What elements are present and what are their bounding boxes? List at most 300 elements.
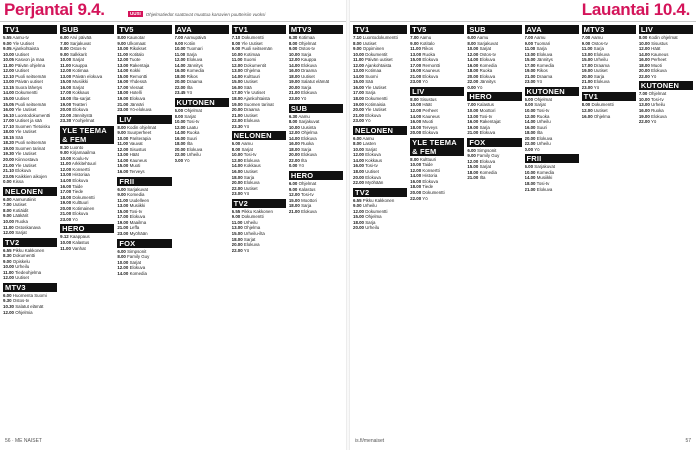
programme-time: 16.00 — [638, 57, 650, 63]
programme-title: Yle Uutiset — [15, 162, 37, 168]
programme-time: 23.00 — [231, 191, 243, 197]
programme-time: 18.00 — [524, 130, 536, 136]
programme-title: Draama — [301, 68, 317, 74]
programme-time: 14.00 — [467, 57, 479, 63]
programme-time: 20.00 — [231, 180, 243, 186]
programme-time: 15.00 — [60, 79, 72, 85]
programme-time: 14.00 — [288, 62, 300, 68]
programme-title: Päivän elokuva — [72, 73, 103, 79]
left-columns — [0, 25, 346, 427]
programme-time: 23.05 — [3, 173, 14, 179]
programme-time: 16.00 — [638, 108, 650, 114]
programme-title: Uutiset — [593, 68, 608, 74]
programme-title: Moottori — [301, 197, 317, 203]
programme-row — [410, 130, 464, 136]
programme-time: 19.00 — [60, 101, 72, 107]
programme-title: Rikokset — [129, 46, 147, 52]
programme-time: 18.00 — [353, 96, 364, 102]
channel-block — [353, 188, 407, 231]
programme-title: Päivän ohjelma — [14, 62, 46, 68]
programme-title: Sarjat — [241, 146, 253, 152]
programme-title: Yö — [186, 90, 193, 96]
programme-title: Dokumentti — [12, 253, 35, 259]
programme-title: Uutiset — [15, 51, 29, 57]
programme-title: Puoli seitsemän — [15, 101, 47, 107]
programme-title: Rakentajat — [479, 119, 501, 125]
right-footer — [350, 432, 696, 450]
programme-title: Elokuva — [536, 135, 553, 141]
programme-time: 18.00 — [288, 203, 300, 209]
programme-time: 22.00 — [231, 118, 243, 124]
listing-column — [353, 25, 407, 427]
programme-time: 11.00 — [117, 141, 129, 147]
programme-title: Ruoka — [301, 141, 314, 147]
programme-time: 14.00 — [638, 51, 650, 57]
programme-title: Dokumentit — [365, 51, 388, 57]
programme-time: 14.00 — [231, 163, 243, 169]
programme-title: Sarjakuvat — [127, 186, 148, 192]
programme-title: Suomen Tietoisku — [15, 123, 51, 129]
programme-time: 18.00 — [467, 169, 479, 175]
programme-title: Komedia — [186, 68, 205, 74]
programme-time: 9.00 — [60, 150, 69, 156]
programme-time: 15.00 — [288, 197, 300, 203]
programme-row — [467, 85, 521, 91]
programme-title: Sarja — [186, 51, 197, 57]
programme-row — [60, 246, 114, 252]
channel-name: LIV — [639, 25, 693, 34]
programme-time: 10.00 — [410, 162, 422, 168]
programme-title: Sarjat — [15, 230, 27, 236]
programme-title: Elokuva — [243, 180, 260, 186]
programme-title: Yö — [243, 247, 250, 253]
programme-time: 21.00 — [60, 211, 72, 217]
programme-title: Perheet — [651, 57, 667, 63]
programme-title: Aamu — [534, 35, 546, 40]
programme-time: 0.00 — [174, 157, 184, 163]
programme-time: 8.00 — [353, 40, 362, 46]
listing-column — [175, 25, 229, 427]
programme-title: Aamu — [241, 141, 253, 147]
programme-time: 18.00 — [353, 169, 364, 175]
programme-time: 22.00 — [174, 84, 186, 90]
programme-title: Yö-elokuva — [129, 107, 152, 113]
programme-time: 23.00 — [288, 96, 300, 102]
channel-name: TV1 — [353, 25, 407, 34]
programme-title: Kauneus — [651, 51, 669, 57]
programme-time: 14.00 — [524, 119, 536, 125]
page-label: is.fi/menaiset — [355, 438, 385, 444]
programme-title: Kissa — [12, 179, 24, 185]
programme-time: 14.00 — [117, 270, 129, 276]
programme-time: 21.00 — [467, 130, 479, 136]
programme-title: Ulkomaat — [127, 40, 146, 46]
programme-row — [467, 175, 521, 181]
programme-title: Ilta — [479, 175, 486, 181]
programme-title: Ruoka — [479, 68, 493, 74]
programme-title: Puoli seitsemän — [15, 140, 47, 146]
programme-title: Suomi — [365, 73, 378, 79]
channel-block — [117, 239, 171, 277]
programme-time: 7.00 — [467, 102, 476, 108]
programme-time: 18.00 — [638, 62, 650, 68]
programme-title: Kokkaus — [365, 157, 383, 163]
programme-time: 10.00 — [467, 46, 479, 52]
programme-title: Kodin ohjelmat — [127, 124, 157, 130]
programme-time: 21.00 — [117, 101, 129, 107]
listing-column — [60, 25, 114, 427]
programme-time: 10.00 — [117, 259, 129, 265]
programme-time: 9.00 — [3, 213, 12, 219]
programme-title: Elokuva — [651, 113, 667, 119]
programme-time: 20.00 — [410, 130, 422, 136]
left-footer — [0, 432, 346, 450]
programme-title: Elokuva — [422, 178, 439, 184]
programme-time: 17.00 — [231, 90, 243, 96]
programme-title: Jännitys — [186, 62, 203, 68]
channel-block — [353, 126, 407, 186]
programme-time: 12.00 — [3, 68, 14, 74]
programme-title: Elokuva — [422, 130, 439, 136]
programme-title: Uutiset — [301, 73, 315, 79]
programme-time: 18.00 — [174, 141, 186, 147]
programme-time: 16.00 — [3, 107, 14, 113]
programme-time: 18.00 — [60, 96, 72, 102]
programme-title: Uutiset — [15, 275, 29, 281]
programme-time: 7.00 — [524, 35, 534, 40]
programme-time: 10.00 — [353, 51, 364, 57]
programme-title: Sää — [243, 84, 252, 90]
programme-time: 15.00 — [231, 230, 243, 236]
programme-title: Urheilu — [536, 119, 551, 125]
programme-title: Dokumentti — [422, 190, 445, 196]
programme-title: Uutiset — [15, 96, 29, 102]
programme-title: Yle Uutiset — [365, 107, 387, 113]
programme-title: Ohjelmat — [298, 40, 317, 46]
channel-name: AVA — [175, 25, 229, 34]
programme-time: 13.00 — [117, 203, 129, 209]
programme-time: 14.00 — [353, 73, 364, 79]
programme-time: 7.10 — [353, 35, 362, 40]
programme-time: 20.00 — [60, 107, 72, 113]
programme-title: Arvi päivää — [69, 35, 92, 40]
programme-row — [582, 85, 636, 91]
programme-time: 13.15 — [3, 84, 14, 90]
programme-time: 8.30 — [3, 253, 12, 259]
programme-title: Elokuva — [651, 68, 667, 74]
programme-title: Draama — [593, 62, 610, 68]
left-page-header — [0, 0, 346, 22]
programme-time: 20.00 — [288, 152, 300, 158]
programme-title: Historia — [422, 173, 438, 179]
programme-title: Ajankohtaista — [243, 96, 271, 102]
programme-time: 14.00 — [174, 62, 186, 68]
programme-title: Kulttuuri — [243, 73, 260, 79]
programme-time: 8.00 — [410, 156, 419, 162]
programme-time: 15.00 — [117, 163, 129, 169]
programme-title: Urheilu — [365, 225, 380, 231]
programme-time: 18.00 — [117, 90, 129, 96]
programme-time: 23.30 — [231, 123, 243, 129]
programme-title: Kalastus — [477, 102, 494, 108]
programme-title: Sarja — [243, 174, 255, 180]
programme-time: 18.00 — [467, 68, 479, 74]
programme-time: 17.00 — [410, 62, 422, 68]
programme-time: 9.00 — [231, 214, 241, 220]
programme-title: Dokumentti — [241, 214, 264, 220]
listing-column — [289, 25, 343, 427]
programme-title: Sää — [365, 79, 374, 85]
programme-title: Aamu — [362, 135, 375, 141]
channel-name: SUB — [467, 25, 521, 34]
programme-title: Ohjelmat — [534, 96, 552, 102]
programme-title: Elokuva — [593, 51, 610, 57]
programme-time: 19.00 — [117, 96, 129, 102]
programme-time: 20.00 — [353, 174, 364, 180]
programme-time: 10.00 — [467, 108, 479, 114]
programme-title: Dokumentti — [241, 35, 264, 40]
channel-block — [582, 92, 636, 119]
programme-title: Kulttuuri — [72, 200, 89, 206]
programme-time: 9.00 — [231, 46, 241, 52]
programme-row — [353, 180, 407, 186]
programme-time: 12.00 — [353, 62, 364, 68]
channel-name: LIV — [410, 87, 464, 96]
programme-time: 21.00 — [288, 208, 300, 214]
programme-title: Kotimaa — [298, 35, 315, 40]
channel-block — [289, 25, 343, 102]
programme-title: Kasvon ja maa — [15, 57, 45, 63]
channel-block — [60, 224, 114, 251]
programme-title: Ruoka — [651, 108, 664, 114]
programme-title: Kauppa — [72, 62, 88, 68]
channel-name: SUB — [60, 25, 114, 34]
programme-time: 8.00 — [117, 35, 126, 40]
programme-time: 8.00 — [638, 35, 648, 40]
programme-title: Päivän uutiset — [364, 57, 393, 63]
programme-title: Kauppa — [301, 57, 317, 63]
programme-time: 20.00 — [581, 73, 593, 79]
listing-column — [582, 25, 636, 427]
programme-time: 21.00 — [3, 162, 14, 168]
programme-title: Leffa — [129, 225, 140, 231]
programme-time: 12.00 — [60, 68, 72, 74]
programme-time: 13.00 — [410, 51, 422, 57]
programme-title: Kotimaisia — [365, 101, 386, 107]
programme-title: Ilta — [301, 157, 307, 163]
channel-name: TV1 — [3, 25, 57, 34]
programme-time: 17.00 — [117, 214, 129, 220]
channel-name: FRII — [117, 177, 171, 186]
channel-block — [467, 92, 521, 135]
programme-title: Sarjat — [365, 146, 377, 152]
programme-title: Uutiset — [12, 202, 27, 208]
programme-title: Komedia — [479, 62, 497, 68]
channel-block — [525, 154, 579, 192]
channel-name: AVA — [525, 25, 579, 34]
programme-title: Urheilu-ilta — [243, 230, 265, 236]
programme-title: Yö — [650, 73, 657, 79]
programme-time: 18.00 — [231, 96, 243, 102]
programme-title: Yö — [243, 191, 250, 197]
channel-name: KUTONEN — [639, 81, 693, 90]
programme-time: 18.00 — [60, 194, 72, 200]
programme-time: 10.00 — [353, 146, 364, 152]
programme-title: Teatteri — [72, 101, 87, 107]
programme-time: 11.00 — [60, 245, 71, 251]
programme-time: 19.00 — [638, 113, 650, 119]
right-page — [350, 0, 696, 450]
programme-title: Vauvat — [129, 141, 143, 147]
programme-time: 10.00 — [60, 57, 72, 63]
programme-row — [3, 179, 57, 185]
programme-time: 16.00 — [524, 124, 536, 130]
programme-title: Laatu — [186, 124, 198, 130]
programme-time: 12.00 — [467, 158, 479, 164]
programme-title: Elokuva — [186, 57, 203, 63]
programme-title: Yhdessä — [129, 79, 147, 85]
programme-time: 9.30 — [3, 298, 12, 304]
programme-time: 19.00 — [581, 68, 593, 74]
programme-row — [525, 79, 579, 85]
programme-title: Maailma — [129, 219, 147, 225]
programme-time: 22.00 — [231, 185, 243, 191]
programme-title: Yö — [365, 118, 371, 124]
programme-time: 12.00 — [117, 265, 129, 271]
programme-title: Sisustus — [419, 96, 437, 102]
programme-title: Ostos-tv — [12, 298, 30, 304]
programme-time: 14.00 — [174, 130, 186, 136]
programme-time: 20.00 — [524, 135, 536, 141]
programme-title: Sarjat — [479, 164, 492, 170]
programme-title: Häät — [651, 46, 661, 52]
programme-title: Komedia — [479, 169, 497, 175]
programme-title: Jännitystä — [72, 112, 93, 118]
programme-time: 10.00 — [288, 124, 300, 130]
programme-time: 9.00 — [60, 51, 69, 57]
programme-title: Sarja — [593, 73, 605, 79]
programme-title: Dokumentit — [243, 62, 267, 68]
programme-title: Vanhat — [72, 245, 86, 251]
programme-title: Elokuva — [479, 130, 496, 136]
programme-title: Yle Uutiset — [15, 129, 37, 135]
programme-time: 20.00 — [638, 68, 650, 74]
programme-title: Kokkaus — [243, 163, 261, 169]
listing-column — [639, 25, 693, 427]
programme-title: Tosi-tv — [479, 113, 493, 119]
channel-block — [639, 81, 693, 124]
programme-time: 16.00 — [60, 84, 72, 90]
programme-row — [639, 119, 693, 125]
channel-name: YLE TEEMA & FEM — [410, 138, 464, 156]
programme-title: Sää — [15, 134, 24, 140]
programme-title: Lääkärit — [12, 213, 29, 219]
programme-time: 10.00 — [117, 46, 129, 52]
channel-block — [582, 25, 636, 90]
programme-time: 6.00 — [231, 141, 241, 147]
programme-title: Puoli seitsemän — [15, 73, 47, 79]
programme-time: 19.00 — [467, 124, 479, 130]
channel-block — [3, 187, 57, 236]
programme-row — [232, 124, 286, 130]
programme-title: Uutiset — [365, 169, 379, 175]
programme-time: 6.00 — [467, 35, 476, 40]
programme-title: Tiede — [422, 184, 434, 190]
programme-title: Terveys — [129, 169, 145, 175]
channel-name: TV2 — [3, 238, 57, 247]
programme-row — [289, 163, 343, 169]
programme-time: 16.00 — [60, 183, 72, 189]
programme-time: 16.00 — [117, 79, 129, 85]
channel-name: MTV3 — [289, 25, 343, 34]
programme-time: 18.20 — [3, 140, 14, 146]
programme-title: Sarjat — [72, 57, 84, 63]
programme-time: 21.00 — [581, 79, 593, 85]
programme-time: 6.55 — [231, 208, 241, 214]
legend-text: Ohjelmatiedot saattavat muuttua kanavien puutteisiin vuoksi — [145, 11, 266, 17]
programme-time: 6.00 — [288, 181, 298, 187]
programme-time: 11.00 — [60, 62, 71, 68]
programme-time: 6.00 — [3, 196, 12, 202]
programme-title: Yö — [477, 84, 483, 90]
programme-time: 14.00 — [231, 73, 243, 79]
programme-time: 15.00 — [353, 79, 364, 85]
programme-time: 18.00 — [288, 146, 300, 152]
programme-title: Taide — [422, 162, 433, 168]
programme-title: Tosi-tv — [365, 163, 378, 169]
channel-block — [467, 138, 521, 181]
programme-time: 20.00 — [3, 157, 14, 163]
channel-name: TV2 — [353, 188, 407, 197]
programme-time: 15.00 — [581, 57, 593, 63]
programme-title: Yö — [184, 157, 190, 163]
programme-time: 18.15 — [3, 134, 14, 140]
programme-time: 8.00 — [524, 102, 534, 108]
programme-time: 8.00 — [581, 102, 591, 108]
programme-title: Sarja — [536, 46, 547, 52]
programme-time: 12.00 — [638, 46, 650, 52]
listing-column — [525, 25, 579, 427]
programme-title: Tosi-tv — [536, 108, 550, 114]
programme-time: 16.00 — [174, 135, 186, 141]
programme-time: 10.00 — [638, 96, 650, 102]
programme-time: 15.00 — [524, 57, 536, 63]
programme-time: 14.00 — [524, 175, 536, 181]
programme-title: Yö — [243, 123, 250, 129]
programme-title: Ilta — [186, 141, 193, 147]
channel-block — [410, 87, 464, 136]
programme-row — [117, 107, 171, 113]
programme-row — [353, 118, 407, 124]
programme-time: 12.00 — [3, 275, 14, 281]
programme-time: 23.30 — [60, 118, 72, 124]
programme-time: 21.00 — [117, 225, 129, 231]
programme-time: 17.00 — [60, 90, 72, 96]
programme-time: 18.00 — [231, 236, 243, 242]
programme-title: Rakentaja — [129, 62, 150, 68]
programme-time: 12.00 — [581, 108, 593, 114]
programme-time: 23.45 — [174, 90, 186, 96]
programme-time: 9.05 — [3, 46, 12, 52]
programme-title: Taide — [72, 183, 83, 189]
channel-block — [175, 98, 229, 163]
programme-row — [289, 96, 343, 102]
listing-column — [117, 25, 171, 427]
programme-time: 22.00 — [638, 73, 650, 79]
programme-title: Luonto — [69, 144, 84, 150]
programme-time: 10.00 — [3, 51, 14, 57]
page-number: 56 · ME NAISET — [5, 438, 42, 444]
